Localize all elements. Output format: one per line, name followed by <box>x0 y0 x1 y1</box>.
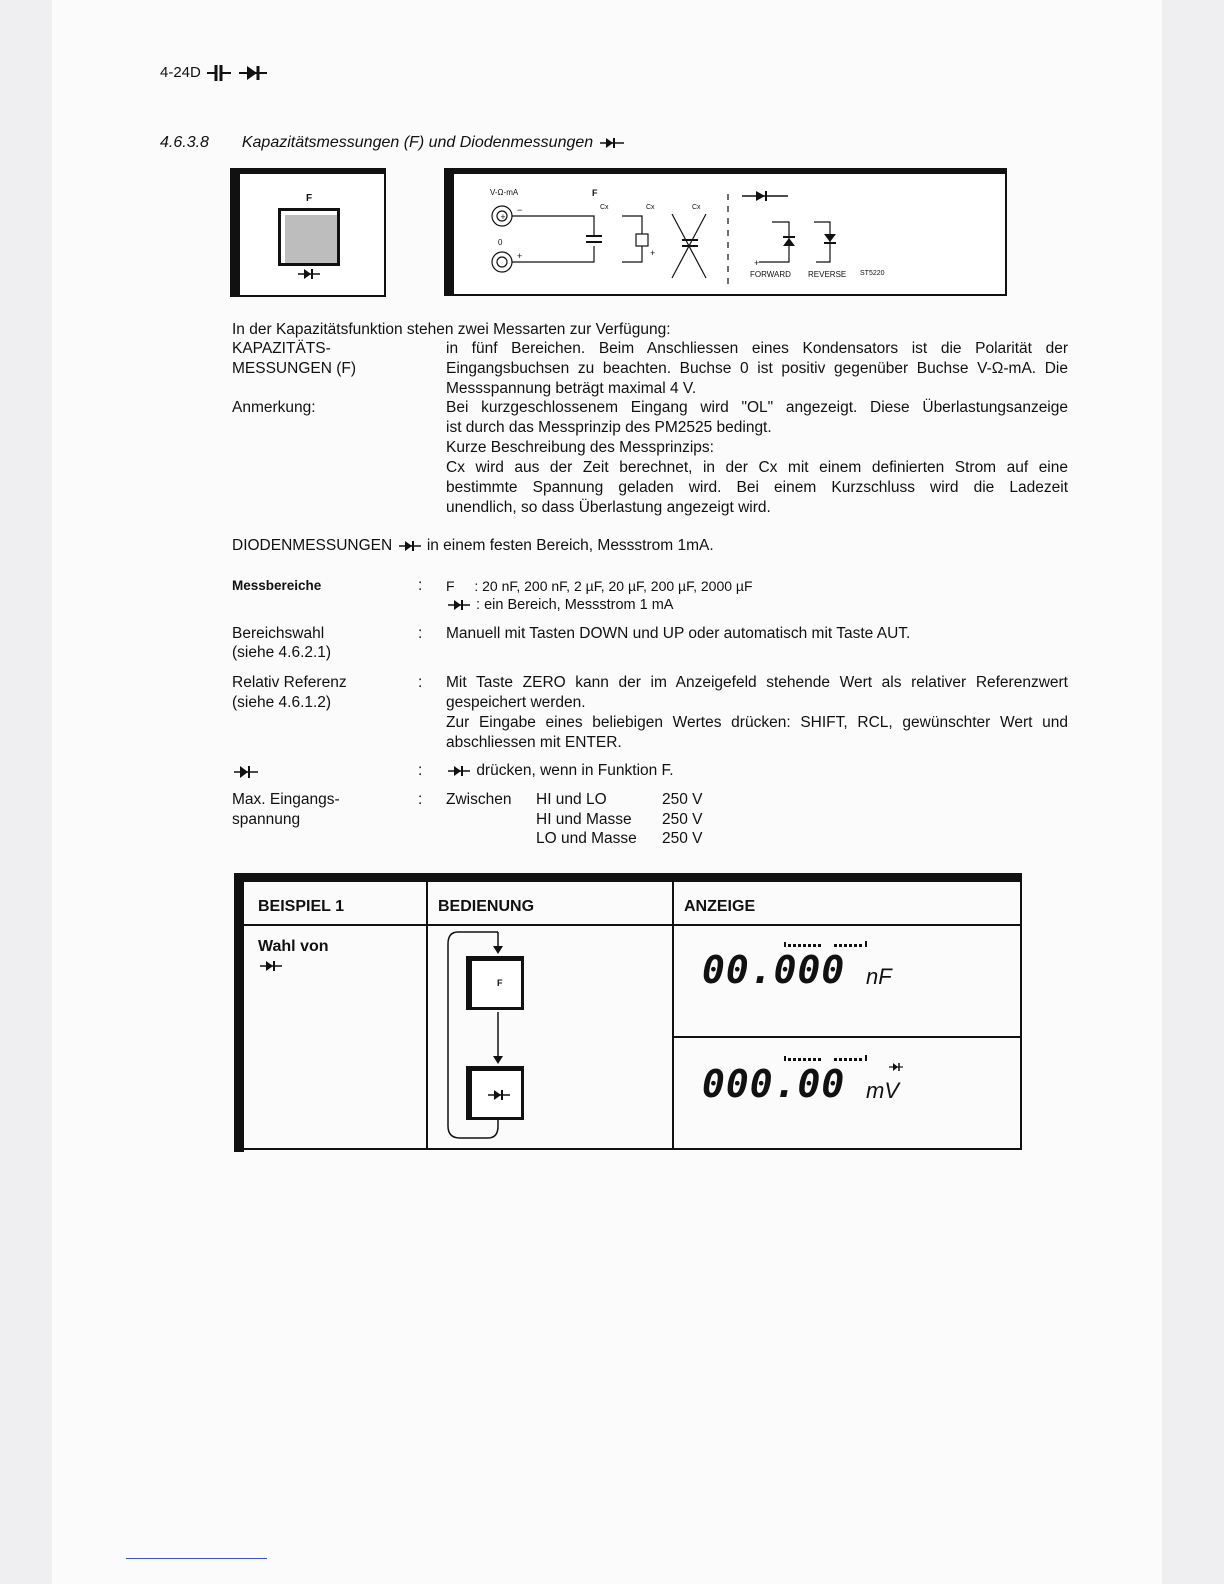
bargraph-icon <box>784 1054 874 1062</box>
kap-label-line1: KAPAZITÄTS- <box>232 340 331 357</box>
dioden-label: DIODENMESSUNGEN <box>232 537 393 554</box>
messbereiche-label: Messbereiche <box>232 578 322 593</box>
example-table <box>234 880 1022 1150</box>
header-bedienung: BEDIENUNG <box>438 898 535 915</box>
display-unit-1: nF <box>866 964 892 989</box>
bargraph-icon <box>784 940 874 948</box>
max-input-value: 250 V <box>662 791 703 808</box>
relativ-line: abschliessen mit ENTER. <box>446 734 622 751</box>
operation-cell <box>427 925 673 1149</box>
example-label: Wahl von <box>258 938 329 955</box>
page-header <box>160 62 269 84</box>
connection-diagram <box>444 168 1007 296</box>
section-number: 4.6.3.8 <box>160 134 209 151</box>
kap-line: Eingangsbuchsen zu beachten. Buchse 0 ist positiv gegenüber Buchse V-Ω-mA. Die <box>446 360 1068 377</box>
svg-text:+: + <box>650 248 656 258</box>
messbereiche-line1 <box>446 576 753 596</box>
display-unit-2: mV <box>866 1078 899 1103</box>
bereichswahl-label-line2: (siehe 4.6.2.1) <box>232 644 332 661</box>
terminal-label-0: 0 <box>498 238 503 247</box>
colon: : <box>418 791 423 808</box>
colon: : <box>418 762 423 779</box>
reverse-label: REVERSE <box>808 270 847 279</box>
header-anzeige: ANZEIGE <box>684 898 756 915</box>
section-title: Kapazitätsmessungen (F) und Diodenmessungen <box>241 134 594 151</box>
anmerkung-text <box>446 398 1068 518</box>
kap-line: in fünf Bereichen. Beim Anschliessen eines Kondensators ist die Polarität der <box>446 340 1068 357</box>
table-header-cell <box>235 881 427 925</box>
terminal-label-v-ohm-ma: V-Ω-mA <box>490 188 519 197</box>
max-input-label-line1: Max. Eingangs- <box>232 791 340 808</box>
max-input-intro: Zwischen <box>446 791 512 808</box>
diagram-reference: ST5220 <box>860 270 885 277</box>
svg-text:+: + <box>517 251 523 261</box>
relativ-line: Zur Eingabe eines beliebigen Wertes drücken: SHIFT, RCL, gewünschter Wert und <box>446 714 1068 731</box>
bereichswahl-label-line1: Bereichswahl <box>232 625 325 642</box>
anmerkung-line: bestimmte Spannung geladen wird. Bei einem Kurzschluss wird die Ladezeit <box>446 479 1068 496</box>
key-panel <box>230 168 386 297</box>
intro-text: In der Kapazitätsfunktion stehen zwei Messarten zur Verfügung: <box>232 321 671 338</box>
example-label-cell <box>235 925 427 1149</box>
anmerkung-line: Kurze Beschreibung des Messprinzips: <box>446 439 714 456</box>
anmerkung-line: unendlich, so dass Überlastung angezeigt wird. <box>446 499 771 516</box>
diagram-f-label: F <box>592 188 598 198</box>
diode-icon <box>258 958 284 974</box>
diode-key-row <box>446 761 674 781</box>
key-sequence-flow <box>428 926 672 1150</box>
diode-indicator-icon <box>888 1062 904 1072</box>
forward-label: FORWARD <box>750 270 791 279</box>
max-input-label-line2: spannung <box>232 811 301 828</box>
table-header-cell <box>673 881 1021 925</box>
colon: : <box>418 674 423 691</box>
anmerkung-line: Bei kurzgeschlossenem Eingang wird "OL" angezeigt. Diese Überlastungsanzeige <box>446 399 1068 416</box>
f-key-button[interactable] <box>278 208 340 266</box>
page-reference: 4-24D <box>160 63 201 81</box>
display-cell <box>673 1037 1021 1149</box>
display-reading-2: 000.00 <box>702 1062 846 1106</box>
display-reading-1: 00.000 <box>702 948 846 992</box>
table-row <box>235 925 1021 1037</box>
footer-rule <box>126 1558 267 1559</box>
cx-label-3: Cx <box>692 204 701 211</box>
diode-key-button[interactable] <box>466 1066 524 1120</box>
relativ-text <box>446 673 1068 753</box>
kap-description <box>446 339 1068 399</box>
anmerkung-line: Cx wird aus der Zeit berechnet, in der Cx mit einem definierten Strom auf eine <box>446 459 1068 476</box>
header-beispiel: BEISPIEL 1 <box>258 898 344 915</box>
max-input-pair: HI und Masse <box>536 811 632 828</box>
capacitance-ranges: : 20 nF, 200 nF, 2 µF, 20 µF, 200 µF, 2000 µF <box>474 578 753 594</box>
capacitor-icon <box>205 62 233 84</box>
display-cell <box>673 925 1021 1037</box>
diode-key-icon <box>232 763 260 781</box>
dioden-text: in einem festen Bereich, Messstrom 1mA. <box>426 537 714 554</box>
cx-label-2: Cx <box>646 204 655 211</box>
diode-icon <box>237 62 269 84</box>
key-panel-label: F <box>306 193 313 204</box>
bereichswahl-text: Manuell mit Tasten DOWN und UP oder automatisch mit Taste AUT. <box>446 625 911 642</box>
f-key-button[interactable] <box>466 956 524 1010</box>
diode-icon <box>296 266 322 282</box>
section-heading <box>160 133 626 153</box>
diode-icon <box>598 135 626 151</box>
kap-label-line2: MESSUNGEN (F) <box>232 360 356 377</box>
anmerkung-label: Anmerkung: <box>232 399 316 416</box>
f-key-label: F <box>497 978 503 988</box>
anmerkung-line: ist durch das Messprinzip des PM2525 bedingt. <box>446 419 772 436</box>
table-header-row <box>235 881 1021 925</box>
svg-text:+: + <box>754 258 760 268</box>
connection-diagram-drawing <box>454 174 1004 292</box>
relativ-line: gespeichert werden. <box>446 694 586 711</box>
relativ-label-line2: (siehe 4.6.1.2) <box>232 694 332 711</box>
svg-text:+: + <box>500 212 506 222</box>
diode-icon <box>446 763 472 779</box>
kap-line: Messspannung beträgt maximal 4 V. <box>446 380 697 397</box>
range-f-label: F <box>446 578 455 594</box>
max-input-value: 250 V <box>662 830 703 847</box>
diode-key-text: drücken, wenn in Funktion F. <box>476 762 674 779</box>
diode-icon <box>446 597 472 613</box>
svg-text:−: − <box>517 205 523 215</box>
messbereiche-line2 <box>446 595 673 615</box>
diode-icon <box>397 538 423 554</box>
max-input-pair: LO und Masse <box>536 830 637 847</box>
relativ-line: Mit Taste ZERO kann der im Anzeigefeld stehende Wert als relativer Referenzwert <box>446 674 1068 691</box>
relativ-label-line1: Relativ Referenz <box>232 674 347 691</box>
table-header-cell <box>427 881 673 925</box>
colon: : <box>418 625 423 642</box>
colon: : <box>418 577 423 594</box>
max-input-pair: HI und LO <box>536 791 607 808</box>
diode-range-text: : ein Bereich, Messstrom 1 mA <box>476 597 674 613</box>
max-input-value: 250 V <box>662 811 703 828</box>
diode-icon <box>486 1087 512 1103</box>
cx-label-1: Cx <box>600 204 609 211</box>
dioden-row <box>232 536 714 556</box>
